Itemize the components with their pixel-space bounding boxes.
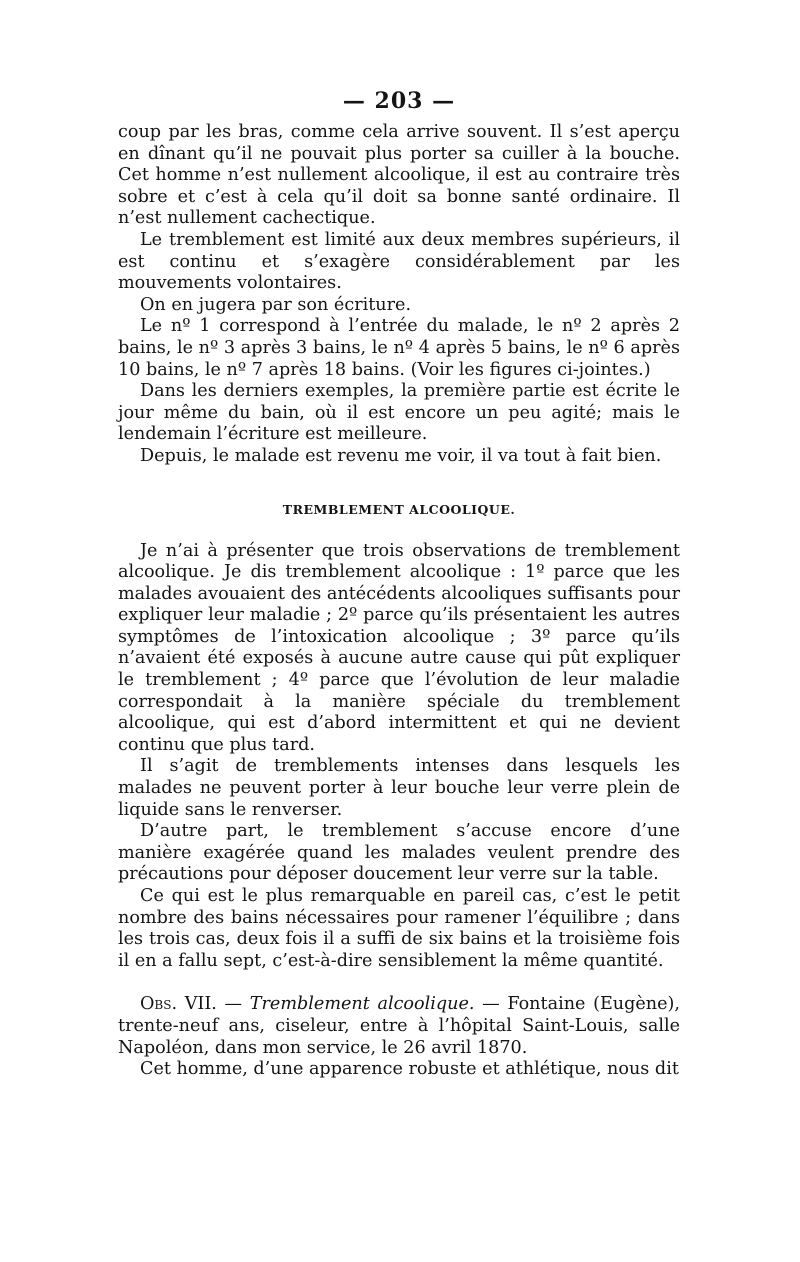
observation-dash: —: [216, 994, 250, 1015]
paragraph: Le tremblement est limité aux deux membres supérieurs, il est continu et s’exagère considérablement par les mouvements volontaires.: [118, 229, 680, 294]
paragraph: D’autre part, le tremblement s’accuse encore d’une manière exagérée quand les malades veulent prendre des précautions pour déposer doucement leur verre sur la table.: [118, 821, 680, 885]
paragraph: Ce qui est le plus remarquable en pareil cas, c’est le petit nombre des bains nécessaires pour ramener l’équilibre ; dans les trois cas, deux fois il a suffi de six bains et la troisième fois il en a fallu sept, c’est-à-dire sensiblement la même quantité.: [118, 886, 680, 971]
paragraph: Dans les derniers exemples, la première partie est écrite le jour même du bain, où il est encore un peu agité; mais le lendemain l’écriture est meilleure.: [118, 381, 680, 445]
observation-text: Fontaine (Eugène), trente-neuf ans, ciseleur, entre à l’hôpital Saint-Louis, salle Napoléon, dans mon service, le 26 avril 1870.: [118, 994, 680, 1058]
observation-paragraph: [118, 994, 680, 1059]
book-page: [118, 88, 680, 1081]
observation-label: Obs. VII.: [140, 994, 217, 1015]
paragraph: On en jugera par son écriture.: [140, 294, 412, 315]
observation-dash: —: [474, 994, 508, 1015]
paragraph: coup par les bras, comme cela arrive souvent. Il s’est aperçu en dînant qu’il ne pouvait plus porter sa cuiller à la bouche. Cet homme n’est nullement alcoolique, il est au contraire très sobre et c’est à cela qu’il doit sa bonne santé ordinaire. Il n’est nullement cachectique.: [118, 122, 680, 229]
paragraph: Le nº 1 correspond à l’entrée du malade, le nº 2 après 2 bains, le nº 3 après 3 bains, le nº 4 après 5 bains, le nº 6 après 10 bains, le nº 7 après 18 bains. (Voir les figures ci-jointes.): [118, 316, 680, 380]
page-number: — 203 —: [342, 88, 456, 114]
section-heading: TREMBLEMENT ALCOOLIQUE.: [282, 501, 516, 517]
paragraph: Je n’ai à présenter que trois observations de tremblement alcoolique. Je dis tremblement alcoolique : 1º parce que les malades avouaient des antécédents alcooliques suffisants pour expliquer leur maladie ; 2º parce qu’ils présentaient les autres symptômes de l’intoxication alcoolique ; 3º parce qu’ils n’avaient été exposés à aucune autre cause qui pût expliquer le tremblement ; 4º parce que l’évolution de leur maladie correspondait à la manière spéciale du tremblement alcoolique, qui est d’abord intermittent et qui ne devient continu que plus tard.: [118, 540, 680, 755]
observation-title: Tremblement alcoolique.: [249, 994, 475, 1015]
paragraph: Il s’agit de tremblements intenses dans lesquels les malades ne peuvent porter à leur bouche leur verre plein de liquide sans le renverser.: [118, 756, 680, 820]
paragraph: Depuis, le malade est revenu me voir, il va tout à fait bien.: [140, 445, 662, 466]
paragraph: Cet homme, d’une apparence robuste et athlétique, nous dit: [140, 1059, 679, 1080]
